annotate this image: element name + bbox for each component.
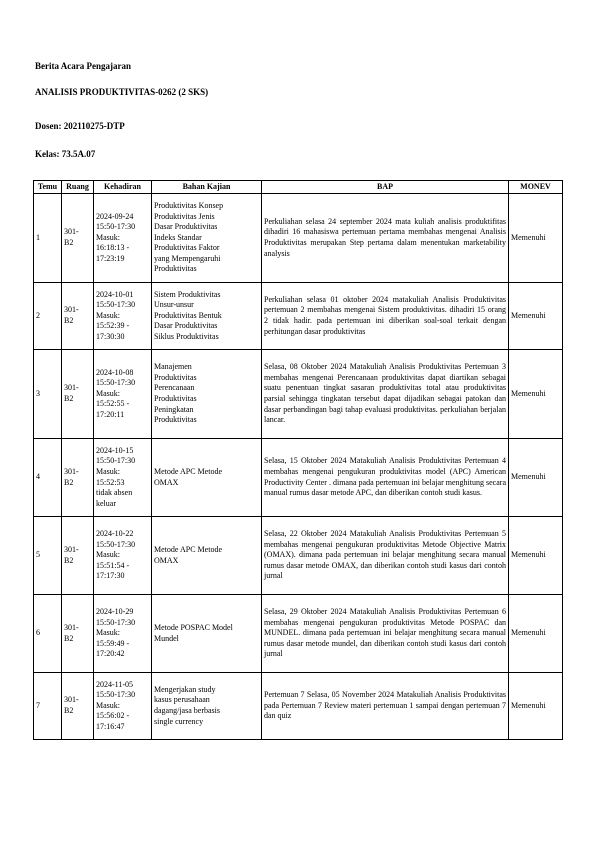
attendance-cell [94,283,152,350]
topic-line: Perencanaan [154,383,195,393]
table-row [34,439,563,517]
room-line: 301- [64,466,79,476]
attendance-line: 17:17:30 [96,571,125,581]
attendance-line: 2024-09-24 [96,211,134,221]
attendance-line: 17:20:11 [96,409,125,419]
topic-line: Unsur-unsur [154,300,194,310]
attendance-line: Masuk: [96,700,120,710]
attendance-line: 2024-11-05 [96,679,134,689]
table-header-row [34,181,563,194]
topic-line: dagang/jasa berbasis [154,706,220,715]
topic-line: Produktivitas Konsep [154,200,224,210]
topic-line: Metode APC Metode [154,466,222,476]
room-line: 301- [64,305,79,315]
doc-title: Berita Acara Pengajaran [35,61,131,71]
attendance-line: 2024-10-01 [96,289,134,299]
attendance-line: Masuk: [96,388,120,398]
monev-status: Memenuhi [509,350,563,439]
room-line: 301- [64,544,79,554]
monev-status: Memenuhi [509,673,563,740]
attendance-line: Masuk: [96,550,120,560]
topic-cell [152,517,262,595]
topic-line: Indeks Standar [154,232,202,242]
topic-line: Produktivitas [154,264,197,274]
room-cell [62,673,94,740]
attendance-line: 17:23:19 [96,253,125,263]
attendance-line: 2024-10-29 [96,607,134,617]
room-line: 301- [64,622,79,632]
table-row [34,517,563,595]
attendance-line: Masuk: [96,628,120,638]
room-line: B2 [64,394,74,403]
attendance-line: 15:50-17:30 [96,456,136,466]
attendance-line: 15:56:02 - [96,711,130,721]
topic-line: Produktivitas [154,372,197,382]
room-cell [62,517,94,595]
topic-line: Produktivitas Faktor [154,243,220,253]
room-cell [62,283,94,350]
table-row [34,673,563,740]
attendance-line: tidak absen [96,488,133,498]
room-line: B2 [64,555,74,565]
attendance-cell [94,350,152,439]
topic-line: Mengerjakan study [154,684,216,694]
bap-description: Perkuliahan selasa 01 oktober 2024 matakuliah Analisis Produktivitas pertemuan 2 membahas mengenai Sistem produktivitas. dihadiri 15 orang 2 tidak hadir. pada pertemuan ini diberikan soal-soal terkait dengan perhitungan dasar produktivitas [262,283,509,350]
table-row [34,595,563,673]
topic-line: Metode POSPAC Model [154,622,233,632]
topic-cell [152,283,262,350]
meeting-number: 4 [34,439,62,517]
room-line: B2 [64,316,74,325]
attendance-line: keluar [96,498,116,508]
bap-description: Perkuliahan selasa 24 september 2024 mata kuliah analisis produktifitas dihadiri 16 mahasiswa pertemuan pertama membahas mengenai Analisis Produktivitas merupakan Step pertama dalam menentukan marketability analysis [262,194,509,283]
attendance-cell [94,194,152,283]
attendance-line: 2024-10-15 [96,445,134,455]
topic-line: Peningkatan [154,404,194,414]
topic-line: Dasar Produktivitas [154,222,218,232]
meeting-number: 2 [34,283,62,350]
attendance-cell [94,595,152,673]
attendance-cell [94,439,152,517]
table-row [34,194,563,283]
topic-line: kasus perusahaan [154,695,210,705]
topic-cell [152,439,262,517]
topic-cell [152,595,262,673]
col-header-attendance: Kehadiran [94,181,152,194]
attendance-line: Masuk: [96,232,120,242]
bap-description: Selasa, 22 Oktober 2024 Matakuliah Analisis Produktivitas Pertemuan 5 membahas mengenai pengukuran produktivitas Metode Objective Matrix (OMAX). dimana pada pertemuan ini belajar menghitung secara manual rumus dasar metode OMAX, dan diberikan contoh studi kasus dari contoh jurnal [262,517,509,595]
attendance-line: 15:50-17:30 [96,539,136,549]
col-header-bap: BAP [262,181,509,194]
meeting-number: 7 [34,673,62,740]
topic-line: Manajemen [154,362,192,372]
room-cell [62,439,94,517]
room-cell [62,350,94,439]
monev-status: Memenuhi [509,283,563,350]
room-cell [62,194,94,283]
attendance-cell [94,517,152,595]
attendance-line: 15:50-17:30 [96,617,136,627]
topic-line: yang Mempengaruhi [154,253,221,263]
monev-status: Memenuhi [509,194,563,283]
attendance-cell [94,673,152,740]
table-row [34,350,563,439]
bap-description: Selasa, 15 Oktober 2024 Matakuliah Analisis Produktivitas Pertemuan 4 membahas mengenai pengukuran produktivitas model (APC) American Productivity Center . dimana pada pertemuan ini belajar menghitung secara manual rumus dasar metode APC, dan diberikan contoh studi kasus. [262,439,509,517]
topic-line: OMAX [154,477,179,487]
topic-line: Produktivitas Jenis [154,211,215,221]
room-line: 301- [64,383,79,393]
topic-cell [152,673,262,740]
topic-line: OMAX [154,555,179,565]
attendance-line: 2024-10-22 [96,529,134,539]
topic-line: Dasar Produktivitas [154,321,218,331]
class-code: Kelas: 73.5A.07 [35,149,96,159]
attendance-line: 2024-10-08 [96,367,134,377]
monev-status: Memenuhi [509,517,563,595]
topic-line: Produktivitas [154,394,197,403]
attendance-line: 17:16:47 [96,721,125,731]
lecturer-id: Dosen: 202110275-DTP [35,121,125,131]
col-header-topic: Bahan Kajian [152,181,262,194]
room-line: B2 [64,633,74,643]
attendance-line: Masuk: [96,466,120,476]
topic-line: Mundel [154,633,179,643]
bap-description: Selasa, 08 Oktober 2024 Matakuliah Analisis Produktivitas Pertemuan 3 membahas mengenai Perencanaan produktivitas dapat diartikan sebagai suatu penentuan tingkat sasaran produktivitas total atau produktivitas parsial sehingga tingkatan tersebut dapat dijadikan sebagai patokan dan dasar perbandingan bagi tahap evaluasi produktivitas. perkuliahan berjalan lancar. [262,350,509,439]
attendance-line: 16:18:13 - [96,243,130,253]
meeting-number: 6 [34,595,62,673]
attendance-line: 15:50-17:30 [96,300,136,310]
topic-line: Produktivitas Bentuk [154,310,222,320]
course-name: ANALISIS PRODUKTIVITAS-0262 (2 SKS) [35,87,209,97]
room-cell [62,595,94,673]
attendance-line: 17:20:42 [96,649,125,659]
attendance-line: 15:52:53 [96,477,125,487]
attendance-line: 15:52:55 - [96,399,130,409]
col-header-no: Temu [34,181,62,194]
attendance-line: 15:52:39 - [96,321,130,331]
attendance-line: 15:59:49 - [96,638,130,648]
table-row [34,283,563,350]
attendance-line: 15:51:54 - [96,560,130,570]
col-header-monev: MONEV [509,181,563,194]
meeting-number: 1 [34,194,62,283]
monev-status: Memenuhi [509,439,563,517]
topic-line: Siklus Produktivitas [154,331,219,341]
room-line: 301- [64,695,79,705]
teaching-record-table [33,180,563,740]
topic-line: Produktivitas [154,415,197,425]
attendance-line: 15:50-17:30 [96,222,136,232]
attendance-line: 15:50-17:30 [96,690,136,700]
attendance-line: Masuk: [96,310,120,320]
meeting-number: 3 [34,350,62,439]
meeting-number: 5 [34,517,62,595]
room-line: B2 [64,477,74,487]
topic-line: Sistem Produktivitas [154,289,221,299]
room-line: B2 [64,706,74,715]
room-line: B2 [64,238,74,247]
attendance-line: 15:50-17:30 [96,378,136,388]
topic-line: Metode APC Metode [154,544,222,554]
topic-cell [152,194,262,283]
attendance-line: 17:30:30 [96,331,125,341]
col-header-room: Ruang [62,181,94,194]
bap-description: Selasa, 29 Oktober 2024 Matakuliah Analisis Produktivitas Pertemuan 6 membahas mengenai pengukuran produktivitas Metode POSPAC dan MUNDEL. dimana pada pertemuan ini belajar menghitung secara manual rumus dasar metode mundel, dan diberikan contoh studi kasus dari contoh jurnal [262,595,509,673]
monev-status: Memenuhi [509,595,563,673]
topic-cell [152,350,262,439]
bap-description: Pertemuan 7 Selasa, 05 November 2024 Matakuliah Analisis Produktivitas pada Pertemuan 7 Review materi pertemuan 1 sampai dengan pertemuan 7 dan quiz [262,673,509,740]
room-line: 301- [64,227,79,237]
topic-line: single currency [154,716,204,726]
